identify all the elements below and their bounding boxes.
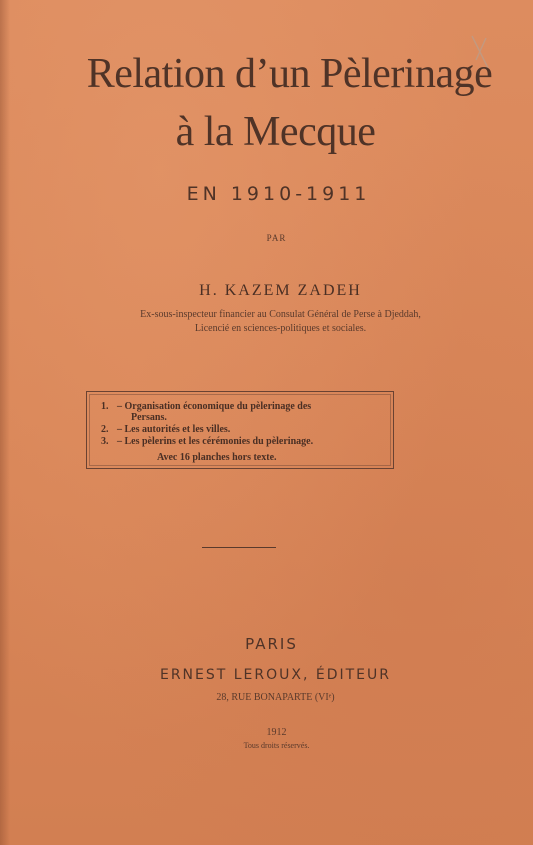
plates-note bbox=[157, 452, 277, 463]
book-title-line-2: à la Mecque bbox=[175, 109, 376, 155]
by-label: PAR bbox=[266, 233, 287, 243]
contents-box bbox=[86, 391, 394, 469]
contents-item-number: 3. bbox=[101, 436, 109, 447]
contents-item-continuation bbox=[131, 412, 167, 423]
contents-item-text: – Les autorités et les villes. bbox=[117, 424, 231, 435]
author-name: H. KAZEM ZADEH bbox=[199, 282, 362, 299]
imprint-address: 28, RUE BONAPARTE (VIᵉ) bbox=[216, 692, 335, 703]
contents-item-text: – Les pèlerins et les cérémonies du pèlerinage. bbox=[117, 436, 314, 447]
book-title-line-1: Relation d’un Pèlerinage bbox=[86, 51, 493, 97]
contents-item-number: 1. bbox=[101, 401, 109, 412]
imprint-year: 1912 bbox=[266, 727, 287, 738]
contents-item bbox=[101, 436, 313, 447]
contents-item bbox=[101, 424, 230, 435]
contents-item-text: Persans. bbox=[131, 412, 167, 423]
author-title-line-2: Licencié en sciences-politiques et sociales. bbox=[194, 323, 367, 334]
contents-item bbox=[101, 401, 311, 412]
imprint-publisher: ERNEST LEROUX, ÉDITEUR bbox=[159, 667, 392, 683]
divider-rule bbox=[202, 547, 276, 548]
rights-notice: Tous droits réservés. bbox=[243, 741, 310, 750]
author-title-line-1: Ex-sous-inspecteur financier au Consulat Général de Perse à Djeddah, bbox=[140, 309, 421, 320]
contents-item-text: – Organisation économique du pèlerinage des bbox=[117, 401, 312, 412]
year-range: EN 1910-1911 bbox=[186, 183, 371, 205]
contents-item-text: Avec 16 planches hors texte. bbox=[157, 452, 277, 463]
contents-item-number: 2. bbox=[101, 424, 109, 435]
imprint-city: PARIS bbox=[245, 635, 298, 653]
